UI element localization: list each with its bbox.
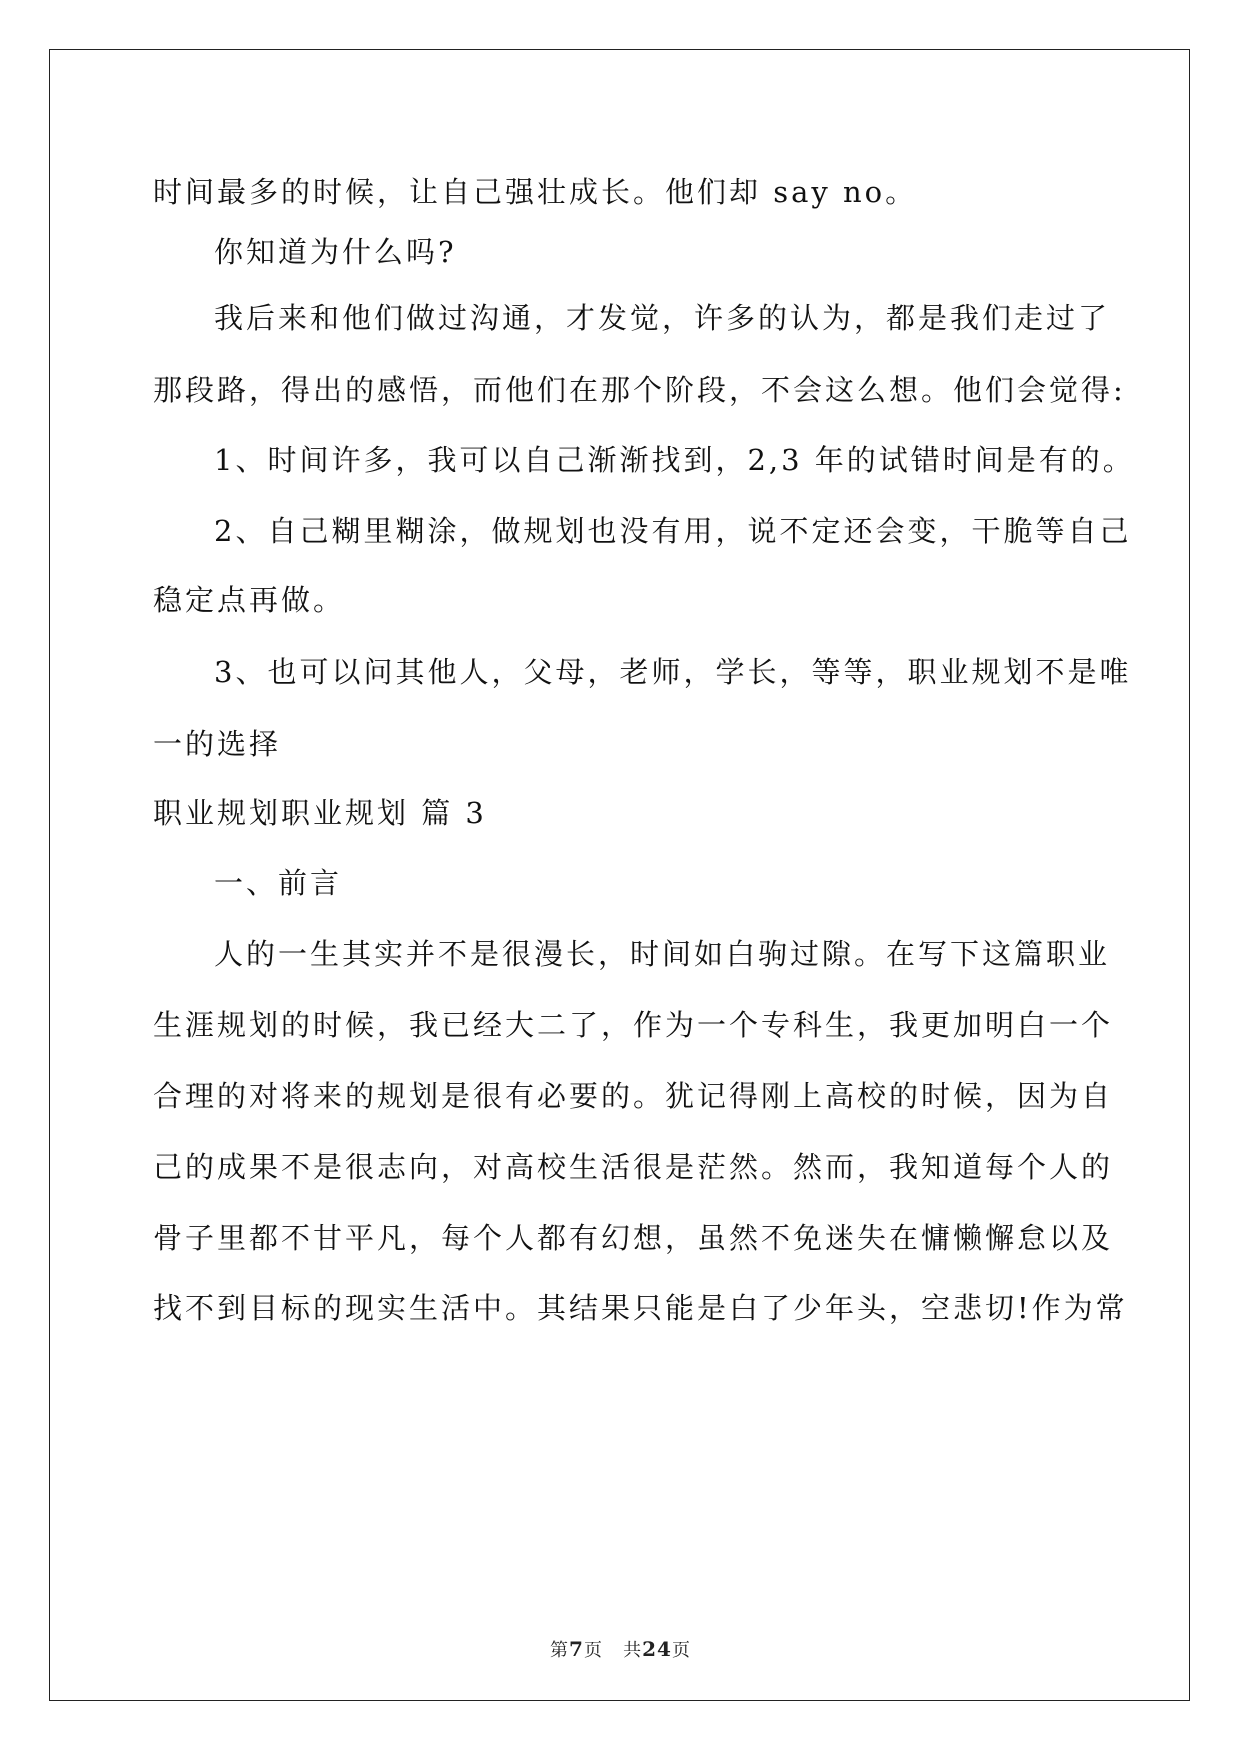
page-footer (0, 1636, 1241, 1662)
body-line-4: 那段路，得出的感悟，而他们在那个阶段，不会这么想。他们会觉得: (153, 373, 1126, 407)
body-line-14: 骨子里都不甘平凡，每个人都有幻想，虽然不免迷失在慵懒懈怠以及 (153, 1221, 1114, 1255)
body-line-15: 找不到目标的现实生活中。其结果只能是白了少年头，空悲切!作为常 (153, 1291, 1128, 1325)
footer-total-suffix: 页 (671, 1640, 691, 1661)
footer-total-prefix: 共 (623, 1640, 643, 1661)
body-line-1: 时间最多的时候，让自己强壮成长。他们却 say no。 (153, 175, 918, 209)
section-heading: 职业规划职业规划 篇 3 (153, 796, 487, 830)
body-line-6: 2、自己糊里糊涂，做规划也没有用，说不定还会变，干脆等自己 (214, 514, 1132, 548)
body-line-3: 我后来和他们做过沟通，才发觉，许多的认为，都是我们走过了 (214, 301, 1111, 335)
body-line-11: 生涯规划的时候，我已经大二了，作为一个专科生，我更加明白一个 (153, 1008, 1114, 1042)
body-line-5: 1、时间许多，我可以自己渐渐找到，2,3 年的试错时间是有的。 (214, 443, 1135, 477)
footer-total-pages: 24 (642, 1637, 672, 1661)
footer-page-prefix: 第 (550, 1640, 570, 1661)
body-line-9: 一的选择 (153, 727, 282, 761)
body-line-7: 稳定点再做。 (153, 583, 346, 617)
body-line-2: 你知道为什么吗? (214, 235, 457, 269)
footer-page-suffix: 页 (583, 1640, 603, 1661)
body-line-8: 3、也可以问其他人，父母，老师，学长，等等，职业规划不是唯 (214, 655, 1132, 689)
body-line-13: 己的成果不是很志向，对高校生活很是茫然。然而，我知道每个人的 (153, 1150, 1114, 1184)
subsection-heading: 一、前言 (214, 866, 343, 900)
body-line-10: 人的一生其实并不是很漫长，时间如白驹过隙。在写下这篇职业 (214, 937, 1111, 971)
footer-page-number: 7 (569, 1637, 584, 1661)
body-line-12: 合理的对将来的规划是很有必要的。犹记得刚上高校的时候，因为自 (153, 1079, 1114, 1113)
